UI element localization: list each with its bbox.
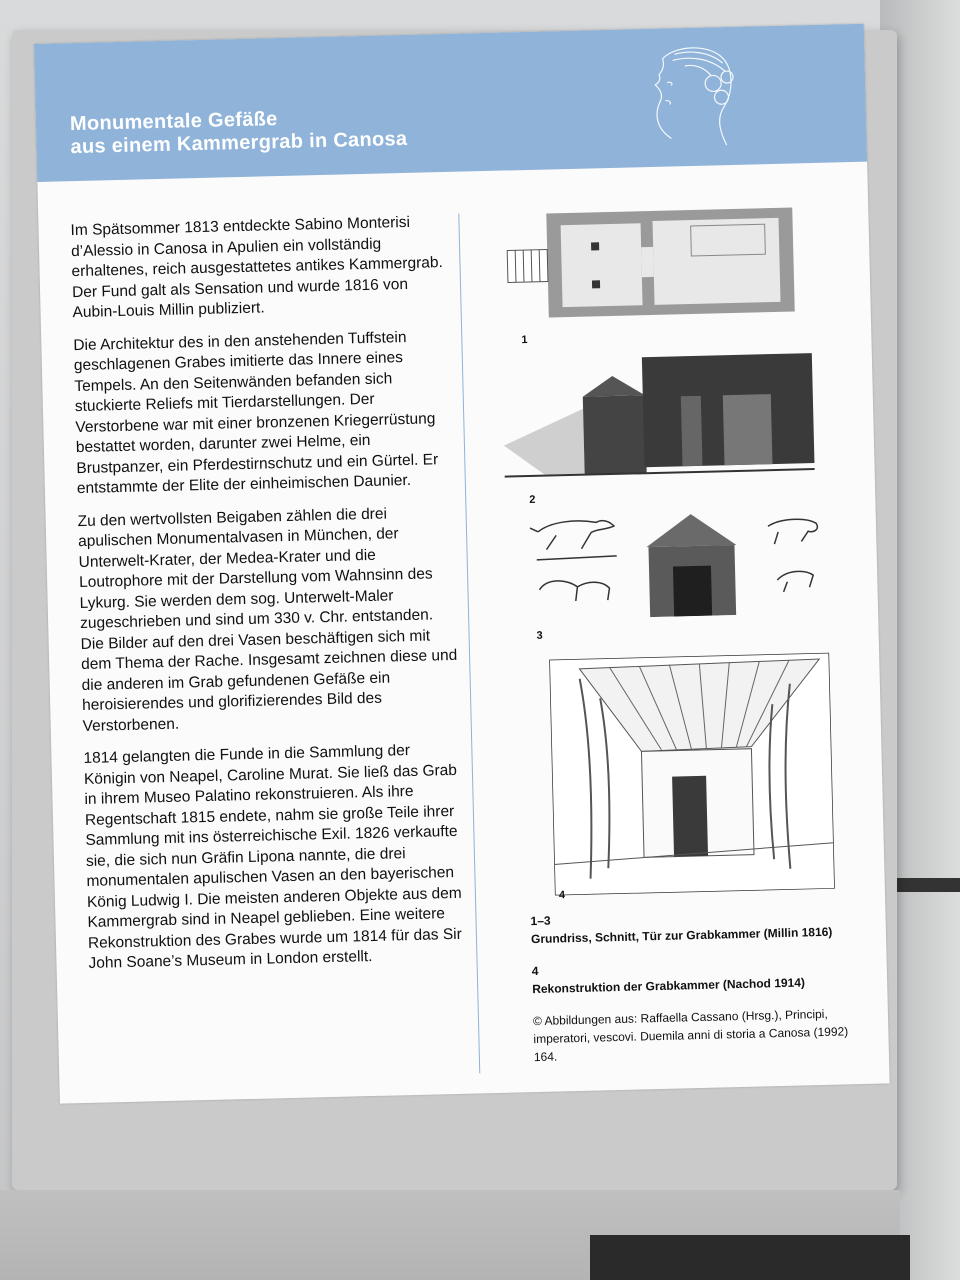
- caption-1-3: [530, 904, 861, 948]
- panel-title: [70, 105, 408, 159]
- title-line-2: aus einem Kammergrab in Canosa: [70, 127, 408, 159]
- panel-header: [34, 24, 867, 182]
- figure-number-1: 1: [521, 334, 528, 347]
- paragraph-3: Zu den wertvollsten Beigaben zählen die drei apulischen Monumentalvasen in München, der Unterwelt-Krater, der Medea-Krater und die Loutrophore mit der Darstellung vom Wahnsinn des Lykurg. Sie werden dem sog. Unterwelt-Maler zugeschrieben und sind um 330 v. Chr. entstanden. Die Bilder auf den drei Vasen beschäftigen sich mit dem Thema der Rache. Insgesamt zeichnen diese und die anderen im Grab gefundenen Gefäße ein heroisierendes und glorifizierendes Bild des Verstorbenen.: [77, 505, 458, 735]
- main-text-column: [70, 212, 469, 987]
- section-drawing: [482, 343, 825, 481]
- floor-plan-drawing: [478, 203, 821, 331]
- caption-4-number: 4: [531, 963, 539, 979]
- paragraph-4: 1814 gelangten die Funde in die Sammlung der Königin von Neapel, Caroline Murat. Sie ließ das Grab in ihrem Museo Palatino rekonstruieren. Als ihre Regentschaft 1815 endete, nahm sie große Teile ihrer Sammlung mit ins österreichische Exil. 1826 verkaufte sie, die sich nun Gräfin Lipona nannte, die drei monumentalen apulischen Vasen an den bayerischen König Ludwig I. Die meisten anderen Objekte aus dem Kammergrab sind in Neapel geblieben. Eine weitere Rekonstruktion des Grabes wurde um 1814 für das Sir John Soane’s Museum in London erstellt.: [83, 742, 462, 972]
- caption-4: [532, 954, 863, 998]
- figure-number-4: 4: [558, 889, 566, 902]
- image-credit: © Abbildungen aus: Raffaella Cassano (Hrsg.), Principi, imperatori, vescovi. Duemila anni di storia a Canosa (1992) 164.: [532, 1006, 849, 1065]
- figure-number-2: 2: [529, 493, 536, 507]
- caption-4-text: Rekonstruktion der Grabkammer (Nachod 1914): [532, 975, 806, 997]
- paragraph-1: Im Spätsommer 1813 entdeckte Sabino Monterisi d’Alessio in Canosa in Apulien ein vollständig erhaltenes, reich ausgestattetes antikes Kammergrab. Der Fund galt als Sensation und wurde 1816 von Aubin-Louis Millin publiziert.: [70, 213, 444, 322]
- caption-1-3-text: Grundriss, Schnitt, Tür zur Grabkammer (Millin 1816): [530, 924, 833, 947]
- door-and-animals-drawing: [486, 503, 829, 621]
- figure-number-3: 3: [536, 629, 543, 642]
- info-panel: [34, 24, 890, 1104]
- paragraph-2: Die Architektur des in den anstehenden Tuffstein geschlagenen Grabes imitierte das Innere eines Tempels. An den Seitenwänden befanden sich stuckierte Reliefs mit Tierdarstellungen. Der Verstorbene war mit einer bronzenen Kriegerrüstung bestattet worden, darunter zwei Helme, ein Brustpanzer, ein Pferdestirnschutz und ein Gürtel. Er entstammte der Elite der einheimischen Daunier.: [73, 328, 439, 498]
- figure-captions: [530, 904, 864, 1080]
- caption-1-3-number: 1–3: [530, 913, 551, 929]
- plinth-shadow-base: [590, 1235, 910, 1280]
- chamber-reconstruction-drawing: [549, 653, 835, 896]
- title-line-1: Monumentale Gefäße: [69, 108, 278, 136]
- illustrations: [478, 203, 828, 902]
- portrait-head-drawing: [614, 36, 767, 160]
